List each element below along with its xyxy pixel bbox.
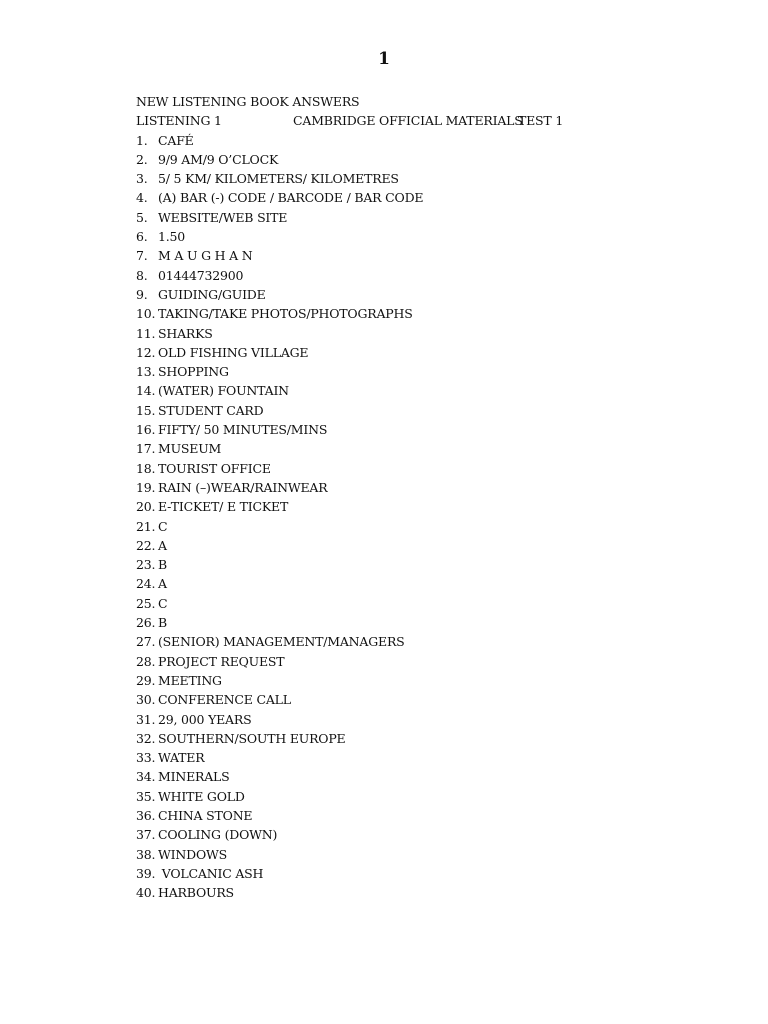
answer-text: WEBSITE/WEB SITE [158, 209, 288, 225]
answer-item [136, 304, 736, 323]
answer-list [136, 131, 736, 903]
answer-number: 14. [136, 383, 156, 399]
answer-number: 24. [136, 576, 156, 592]
answer-text: MINERALS [158, 769, 230, 785]
answer-item [136, 632, 736, 651]
answer-number: 7. [136, 248, 148, 264]
answer-number: 20. [136, 499, 156, 515]
answer-number: 18. [136, 460, 156, 476]
answer-number: 12. [136, 344, 156, 360]
answer-text: E-TICKET/ E TICKET [158, 499, 289, 515]
answer-number: 33. [136, 750, 156, 766]
answer-item [136, 497, 736, 516]
answer-number: 37. [136, 827, 156, 843]
answer-number: 21. [136, 518, 156, 534]
answer-number: 10. [136, 306, 156, 322]
answer-number: 28. [136, 653, 156, 669]
answer-number: 6. [136, 229, 148, 245]
answer-text: A [158, 537, 167, 553]
answer-number: 38. [136, 846, 156, 862]
answer-item [136, 574, 736, 593]
answer-item [136, 671, 736, 690]
answer-text: TOURIST OFFICE [158, 460, 271, 476]
answer-number: 4. [136, 190, 148, 206]
answer-text: C [158, 595, 168, 611]
answer-item [136, 188, 736, 207]
answer-item [136, 131, 736, 150]
answer-item [136, 362, 736, 381]
answer-text: 29, 000 YEARS [158, 711, 252, 727]
answer-item [136, 883, 736, 902]
answer-number: 13. [136, 364, 156, 380]
answer-text: M A U G H A N [158, 248, 253, 264]
answer-text: TAKING/TAKE PHOTOS/PHOTOGRAPHS [158, 306, 413, 322]
answer-text: WATER [158, 750, 205, 766]
answer-number: 40. [136, 885, 156, 901]
answer-item [136, 864, 736, 883]
answer-text: FIFTY/ 50 MINUTES/MINS [158, 422, 328, 438]
answer-item [136, 150, 736, 169]
answer-number: 30. [136, 692, 156, 708]
answer-sheet [136, 92, 736, 902]
answer-number: 34. [136, 769, 156, 785]
answer-text: 5/ 5 KM/ KILOMETERS/ KILOMETRES [158, 171, 399, 187]
answer-number: 35. [136, 788, 156, 804]
answer-item [136, 459, 736, 478]
answer-item [136, 806, 736, 825]
answer-item [136, 381, 736, 400]
answer-number: 32. [136, 730, 156, 746]
answer-number: 17. [136, 441, 156, 457]
answer-item [136, 710, 736, 729]
answer-item [136, 787, 736, 806]
answer-number: 8. [136, 267, 148, 283]
answer-text: A [158, 576, 167, 592]
answer-text: SHOPPING [158, 364, 229, 380]
answer-number: 1. [136, 132, 148, 148]
answer-text: WINDOWS [158, 846, 228, 862]
answer-text: OLD FISHING VILLAGE [158, 344, 309, 360]
answer-item [136, 324, 736, 343]
answer-number: 39. [136, 865, 156, 881]
answer-item [136, 613, 736, 632]
answer-number: 16. [136, 422, 156, 438]
answer-number: 23. [136, 557, 156, 573]
listening-label: LISTENING 1 [136, 113, 222, 129]
answer-text: MUSEUM [158, 441, 222, 457]
answer-item [136, 343, 736, 362]
answer-text: 01444732900 [158, 267, 244, 283]
answer-number: 5. [136, 209, 148, 225]
answer-item [136, 285, 736, 304]
answer-number: 26. [136, 615, 156, 631]
answer-number: 2. [136, 151, 148, 167]
answer-text: COOLING (DOWN) [158, 827, 278, 843]
answer-item [136, 536, 736, 555]
test-label: TEST 1 [518, 113, 564, 129]
answer-text: MEETING [158, 672, 222, 688]
answer-text: SHARKS [158, 325, 213, 341]
answer-text: (WATER) FOUNTAIN [158, 383, 289, 399]
document-heading: NEW LISTENING BOOK ANSWERS [136, 94, 360, 109]
answer-number: 9. [136, 286, 148, 302]
answer-item [136, 169, 736, 188]
answer-text: C [158, 518, 168, 534]
answer-number: 36. [136, 807, 156, 823]
answer-item [136, 748, 736, 767]
answer-item [136, 208, 736, 227]
answer-number: 27. [136, 634, 156, 650]
answer-text: PROJECT REQUEST [158, 653, 285, 669]
answer-text: WHITE GOLD [158, 788, 245, 804]
answer-text: B [158, 615, 167, 631]
answer-number: 15. [136, 402, 156, 418]
answer-number: 25. [136, 595, 156, 611]
answer-text: 1.50 [158, 229, 186, 245]
answer-text: VOLCANIC ASH [158, 865, 264, 881]
answer-item [136, 729, 736, 748]
page-number: 1 [378, 49, 390, 69]
materials-label: CAMBRIDGE OFFICIAL MATERIALS [293, 113, 523, 129]
answer-number: 31. [136, 711, 156, 727]
answer-number: 29. [136, 672, 156, 688]
answer-text: B [158, 557, 167, 573]
answer-item [136, 845, 736, 864]
answer-item [136, 227, 736, 246]
answer-text: (A) BAR (-) CODE / BARCODE / BAR CODE [158, 190, 424, 206]
answer-item [136, 401, 736, 420]
answer-number: 19. [136, 479, 156, 495]
answer-item [136, 478, 736, 497]
answer-text: CAFÉ [158, 132, 194, 148]
answer-text: GUIDING/GUIDE [158, 286, 266, 302]
answer-item [136, 767, 736, 786]
answer-item [136, 652, 736, 671]
answer-text: 9/9 AM/9 O’CLOCK [158, 151, 279, 167]
answer-number: 11. [136, 325, 156, 341]
answer-number: 3. [136, 171, 148, 187]
answer-item [136, 690, 736, 709]
answer-text: (SENIOR) MANAGEMENT/MANAGERS [158, 634, 405, 650]
answer-text: HARBOURS [158, 885, 234, 901]
answer-item [136, 439, 736, 458]
test-subheading [136, 111, 736, 130]
answer-text: STUDENT CARD [158, 402, 264, 418]
answer-item [136, 594, 736, 613]
answer-text: CHINA STONE [158, 807, 253, 823]
answer-text: RAIN (–)WEAR/RAINWEAR [158, 479, 328, 495]
answer-item [136, 266, 736, 285]
answer-item [136, 420, 736, 439]
answer-text: CONFERENCE CALL [158, 692, 291, 708]
answer-number: 22. [136, 537, 156, 553]
answer-item [136, 825, 736, 844]
answer-item [136, 517, 736, 536]
answer-item [136, 555, 736, 574]
answer-item [136, 246, 736, 265]
answer-text: SOUTHERN/SOUTH EUROPE [158, 730, 346, 746]
